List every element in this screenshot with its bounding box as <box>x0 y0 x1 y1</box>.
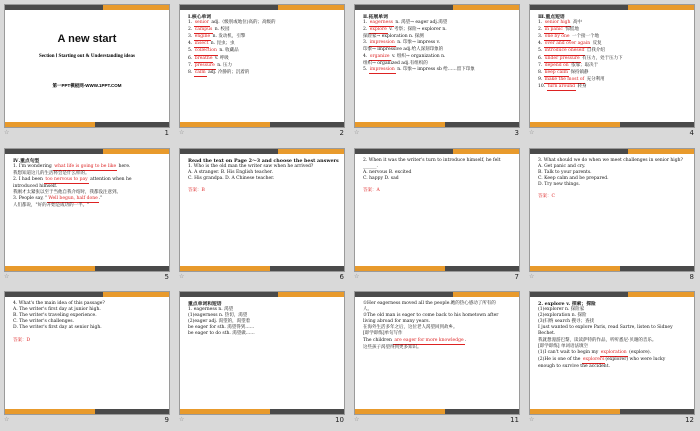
slide-top-bar <box>530 292 694 297</box>
line-text: (2)eager adj. 渴望的，渴望着 <box>188 319 251 325</box>
answer-blank: depend on <box>544 63 570 70</box>
answer-blank: explore <box>369 27 388 34</box>
slide-top-bar <box>355 5 519 10</box>
transition-star-icon: ☆ <box>4 416 10 423</box>
line-text: enough to survive the accident. <box>538 363 610 369</box>
line-text: 6. <box>188 55 194 61</box>
line-text: n. 渴望→ eager adj.渴望 <box>393 20 448 26</box>
line-text: n. 印象→ impress sb 给……留下印象 <box>395 66 475 72</box>
line-text: 3. <box>363 40 369 46</box>
slide-line <box>538 84 688 91</box>
slide-thumb-4[interactable] <box>525 0 700 144</box>
line-text: ." <box>98 196 103 202</box>
slide-heading: 重点单词和短语 <box>188 301 222 307</box>
slide-bottom-bar <box>180 409 344 414</box>
slide-number: 1 <box>164 129 169 137</box>
slide-number: 8 <box>689 272 694 281</box>
question-line: C. happy D. sad <box>363 175 399 181</box>
question-line: 3. What should we do when we meet challenges in senior high? <box>538 157 683 163</box>
slide-bottom-bar <box>5 266 169 271</box>
transition-star-icon: ☆ <box>529 416 535 423</box>
answer-blank: make the most of <box>544 77 585 84</box>
line-text: v. 组织→ organization n. <box>390 53 446 59</box>
slide-canvas[interactable] <box>354 4 520 128</box>
question-line: A. A stranger. B. His English teacher. <box>188 169 273 175</box>
line-text: 5. <box>188 48 194 54</box>
slide-body <box>363 301 513 351</box>
answer-blank: introduce oneself <box>544 48 586 55</box>
question-line: D. Try new things. <box>538 181 580 187</box>
slide-line <box>538 350 688 357</box>
line-text: 印象→ impressive adj.给人深刻印象的 <box>363 47 444 53</box>
line-text: v. 考察；探险→ explorer n. <box>387 27 447 33</box>
slide-line <box>188 63 338 70</box>
answer-blank: under pressure <box>544 56 581 63</box>
line-text: 我想知道这儿的生活将会是什么样的。 <box>13 170 90 176</box>
line-text: 反复 <box>591 41 602 47</box>
answer-blank: over and over again <box>544 41 591 48</box>
line-text: I just wanted to explore Paris, read Sartre, listen to Sidney <box>538 325 673 331</box>
line-text: ①Her eagerness moved all the people.她的热心感动了所有的 <box>363 301 496 306</box>
answer-blank: senior <box>194 20 210 27</box>
transition-star-icon: ☆ <box>529 272 535 280</box>
slide-bottom-bar <box>355 266 519 271</box>
line-text: (1)eagerness n. 热切，渴望 <box>188 313 248 319</box>
line-text: 充分利用 <box>585 76 605 82</box>
line-text: 7. <box>188 62 194 68</box>
line-text: n. 昆虫；虫 <box>209 41 235 47</box>
slide-heading: Ⅰ.核心单词 <box>188 14 212 20</box>
slide-top-bar <box>5 149 169 154</box>
slide-canvas[interactable] <box>179 291 345 415</box>
line-text: 10. <box>538 83 547 89</box>
slide-canvas[interactable] <box>179 4 345 128</box>
question-line: 4. What's the main idea of this passage? <box>13 301 105 306</box>
question-line: A. The writer's first day at junior high. <box>13 307 101 313</box>
line-text: 9. <box>538 76 544 82</box>
transition-star-icon: ☆ <box>179 272 185 280</box>
line-text: living abroad for many years. <box>363 319 431 325</box>
line-text: 4. <box>538 41 544 47</box>
slide-body <box>538 158 688 201</box>
answer-blank: campus <box>194 27 214 34</box>
slide-thumb-1[interactable] <box>0 0 175 144</box>
slide-number: 10 <box>335 416 344 424</box>
slide-thumb-2[interactable] <box>175 0 350 144</box>
line-text: (explore). <box>627 349 652 355</box>
slide-number: 11 <box>510 416 519 424</box>
line-text: 我刚才太紧张以至于当他自我介绍时，我都没注意到。 <box>13 189 121 195</box>
slide-bottom-bar <box>5 122 169 127</box>
line-text: (1)I can't wait to begin my <box>538 349 600 355</box>
answer-blank: one by one <box>544 34 571 41</box>
slide-title: A new start <box>57 33 117 45</box>
line-text: n. 发动机，引擎 <box>211 34 246 40</box>
line-text: Bechet. <box>538 331 556 337</box>
question-line: C. His grandpa. D. A Chinese teacher. <box>188 175 275 181</box>
slide-line <box>188 48 338 55</box>
line-text: (2)He is one of the <box>538 356 582 362</box>
question-line: D. The writer's first day at senior high. <box>13 325 102 331</box>
line-text: 探险家→ exploration n. 探测 <box>363 34 424 40</box>
slide-body <box>13 158 163 210</box>
line-text: (2)exploration n. 探险 <box>538 313 587 319</box>
line-text: 5. <box>538 48 544 54</box>
slide-heading: Read the text on Page 2～3 and choose the best answers <box>188 157 339 164</box>
slide-subtitle: Section Ⅰ Starting out & Understanding ideas <box>39 54 135 59</box>
line-text: here. <box>117 163 131 169</box>
answer-blank: senior high <box>544 20 572 27</box>
question-line: ______. <box>363 163 378 169</box>
question-line: C. Keep calm and be prepared. <box>538 175 609 181</box>
transition-star-icon: ☆ <box>4 272 10 280</box>
line-text: 6. <box>538 55 544 61</box>
line-text: be eager for sth. 渴望得到…… <box>188 325 255 331</box>
slide-bottom-bar <box>5 409 169 414</box>
slide-thumb-8[interactable] <box>525 144 700 288</box>
answer-blank: organize <box>369 54 391 61</box>
slide-thumb-5[interactable] <box>0 144 175 288</box>
slide-line <box>538 56 688 63</box>
slide-line <box>13 164 163 171</box>
slide-number: 2 <box>339 129 344 137</box>
line-text: 转身 <box>576 83 587 89</box>
line-text: 5. <box>363 66 369 72</box>
line-text: 自我介绍 <box>585 48 605 54</box>
slide-line <box>363 345 513 351</box>
slide-body <box>538 14 688 91</box>
line-text: 2. <box>538 27 544 33</box>
slide-line <box>188 20 338 27</box>
slide-bottom-bar <box>180 266 344 271</box>
answer-blank: calm <box>194 70 207 77</box>
slide-line <box>363 67 513 74</box>
slide-top-bar <box>180 292 344 297</box>
line-text: 3. <box>538 34 544 40</box>
line-text: (explorer) who were lucky <box>605 356 666 362</box>
slide-line <box>538 357 688 364</box>
line-text: (1)explorer n. 探险家 <box>538 307 585 313</box>
slide-body <box>13 301 163 344</box>
line-text: 1. <box>363 20 369 26</box>
slide-heading: Ⅱ.拓展单词 <box>363 14 388 20</box>
line-text: n. 收藏品 <box>217 48 239 54</box>
line-text: 这些孩子渴望得到更多知识。 <box>363 344 422 350</box>
line-text: 依靠；取决于 <box>569 62 599 68</box>
slide-top-bar <box>180 149 344 154</box>
line-text: 1. <box>538 20 544 26</box>
line-text: 8. <box>188 69 194 75</box>
slide-number: 4 <box>689 129 694 137</box>
slide-bottom-bar <box>355 409 519 414</box>
answer-blank: are eager for more knowledge <box>393 338 464 345</box>
answer-blank: impression <box>369 67 396 74</box>
question-line: C. The writer's challenges. <box>13 319 75 325</box>
line-text: [即学即练]单句写作 <box>363 331 403 337</box>
line-text: 4. <box>363 53 369 59</box>
line-text: v. 呼吸 <box>213 55 229 61</box>
slide-line <box>538 48 688 55</box>
line-text: 1. eagerness n. 渴望 <box>188 307 234 313</box>
line-text: adj. 冷静的；沉着的 <box>206 69 250 75</box>
slide-heading: Ⅳ.重点句型 <box>13 157 40 164</box>
slide-top-bar <box>530 5 694 10</box>
slide-canvas[interactable] <box>4 291 170 415</box>
line-text: 2. <box>188 27 194 33</box>
answer-blank: breathe <box>194 56 214 63</box>
line-text: 4. <box>188 41 194 47</box>
slide-top-bar <box>355 149 519 154</box>
slide-number: 6 <box>339 272 344 281</box>
slide-number: 7 <box>514 272 519 281</box>
slide-line <box>13 177 163 184</box>
answer-text: 答案：A <box>363 187 380 193</box>
slide-body <box>188 158 338 195</box>
question-line: A. nervous B. excited <box>363 169 412 175</box>
slide-body <box>188 301 338 338</box>
transition-star-icon: ☆ <box>179 416 185 423</box>
answer-text: 答案：B <box>188 187 205 193</box>
line-text: attention when he <box>88 176 132 182</box>
answer-blank: what life is going to be like <box>53 164 117 171</box>
slide-number: 12 <box>685 416 694 424</box>
line-text: 3. <box>188 34 194 40</box>
answer-text: 答案：D <box>13 337 31 343</box>
line-text: 惊慌地 <box>563 27 579 33</box>
answer-text: 答案：C <box>538 194 555 200</box>
answer-blank: eagerness <box>369 20 394 27</box>
slide-line <box>538 63 688 70</box>
line-text: adj.（级别或地位)高的；高级的 <box>209 20 276 26</box>
line-text: be eager to do sth. 渴望做…… <box>188 331 255 337</box>
slide-canvas[interactable] <box>354 291 520 415</box>
line-text: n. 印象→ impress v. <box>395 40 441 46</box>
slide-line <box>188 56 338 63</box>
slide-canvas[interactable] <box>529 291 695 415</box>
line-text: 2. I had been <box>13 176 45 182</box>
slide-number: 9 <box>164 416 169 424</box>
slide-canvas[interactable] <box>354 148 520 272</box>
line-text: 保持镇静 <box>569 69 589 75</box>
slide-thumb-12[interactable] <box>525 287 700 431</box>
slide-body <box>363 158 513 195</box>
line-text: (3)归纳 search 搜寻；查找 <box>538 319 594 325</box>
slide-top-bar <box>180 5 344 10</box>
line-text: 3. People say, " <box>13 196 48 202</box>
slide-line <box>538 77 688 84</box>
slide-canvas[interactable] <box>529 148 695 272</box>
slide-line <box>363 301 513 307</box>
line-text: 1. <box>188 20 194 26</box>
slide-thumb-3[interactable] <box>350 0 525 144</box>
slide-body <box>188 14 338 77</box>
answer-blank: collection <box>194 48 218 55</box>
slide-thumb-9[interactable] <box>0 287 175 431</box>
answer-blank: engine <box>194 34 211 41</box>
line-text: 一个接一个地 <box>570 34 599 40</box>
line-text: ②The old man is eager to come back to his hometown after <box>363 313 499 319</box>
slide-body <box>538 301 688 370</box>
slide-number: 3 <box>514 129 519 137</box>
transition-star-icon: ☆ <box>529 129 535 136</box>
slide-line <box>363 54 513 61</box>
answer-blank: insect <box>194 41 210 48</box>
slide-line <box>538 325 688 331</box>
line-text: 我就想漫游巴黎，读读萨特的作品，听听悉尼·贝谢的音乐。 <box>538 337 657 343</box>
slide-number: 5 <box>164 272 169 281</box>
line-text: n. 校园 <box>213 27 230 33</box>
slide-line <box>188 331 338 337</box>
slide-line <box>538 70 688 77</box>
answer-blank: pressure <box>194 63 216 70</box>
line-text: 7. <box>538 62 544 68</box>
slide-top-bar <box>355 292 519 297</box>
answer-blank: in panic <box>544 27 564 34</box>
transition-star-icon: ☆ <box>354 272 360 280</box>
slide-heading: 2. explore v. 探索；探险 <box>538 301 596 307</box>
line-text: 组织→ organized adj.有组织的 <box>363 60 428 66</box>
slide-thumb-10[interactable] <box>175 287 350 431</box>
line-text: . <box>464 337 467 343</box>
slide-top-bar <box>530 149 694 154</box>
site-watermark: 第一PPT模板网-WWW.1PPT.COM <box>52 83 122 88</box>
line-text: 在海外生活多年之后，这位老人渴望回到故乡。 <box>363 325 458 331</box>
line-text: 1. I'm wondering <box>13 163 54 169</box>
question-line: B. Talk to your parents. <box>538 169 592 175</box>
line-text: introduced himself. <box>13 183 58 189</box>
answer-blank: exploration <box>600 350 628 357</box>
line-text: 2. <box>363 27 369 33</box>
slide-canvas[interactable] <box>179 148 345 272</box>
answer-blank: too nervous to pay <box>44 177 88 184</box>
transition-star-icon: ☆ <box>354 129 360 136</box>
slide-bottom-bar <box>355 122 519 127</box>
line-text: 高中 <box>571 20 582 26</box>
answer-blank: turn around <box>547 84 576 91</box>
line-text: 人们都说，"好的开始是成功的一半。" <box>13 203 90 209</box>
slide-thumb-11[interactable] <box>350 287 525 431</box>
slide-bottom-bar <box>530 409 694 414</box>
slide-thumb-7[interactable] <box>350 144 525 288</box>
line-text: 8. <box>538 69 544 75</box>
answer-blank: Well begun, half done <box>47 196 99 203</box>
slide-top-bar <box>5 5 169 10</box>
slide-thumb-6[interactable] <box>175 144 350 288</box>
line-text: The children <box>363 337 394 343</box>
transition-star-icon: ☆ <box>179 129 185 136</box>
question-line: A. Get panic and cry. <box>538 163 586 169</box>
line-text: 有压力，处于压力下 <box>580 55 623 61</box>
question-line: B. The writer's traveling experience. <box>13 313 97 319</box>
question-line: 2. When it was the writer's turn to introduce himself, he felt <box>363 157 501 163</box>
slide-canvas[interactable] <box>4 4 170 128</box>
transition-star-icon: ☆ <box>354 416 360 423</box>
slide-top-bar <box>5 292 169 297</box>
answer-blank: impression <box>369 40 396 47</box>
line-text: [即学即练] 单词语法填空 <box>538 343 588 349</box>
slide-bottom-bar <box>180 122 344 127</box>
slide-line <box>363 338 513 345</box>
line-text: n. 压力 <box>215 62 232 68</box>
slide-body <box>363 14 513 74</box>
transition-star-icon: ☆ <box>4 129 10 136</box>
line-text: 人。 <box>363 307 372 313</box>
answer-blank: explorers <box>582 357 606 364</box>
answer-blank: keep calm <box>544 70 569 77</box>
slide-line <box>13 203 163 209</box>
slide-bottom-bar <box>530 122 694 127</box>
slide-canvas[interactable] <box>529 4 695 128</box>
slide-heading: Ⅲ.重点短语 <box>538 14 565 20</box>
slide-canvas[interactable] <box>4 148 170 272</box>
question-line: 1. Who is the old man the writer saw when he arrived? <box>188 163 314 169</box>
slide-line <box>188 70 338 77</box>
slide-bottom-bar <box>530 266 694 271</box>
slide-line <box>538 364 688 370</box>
